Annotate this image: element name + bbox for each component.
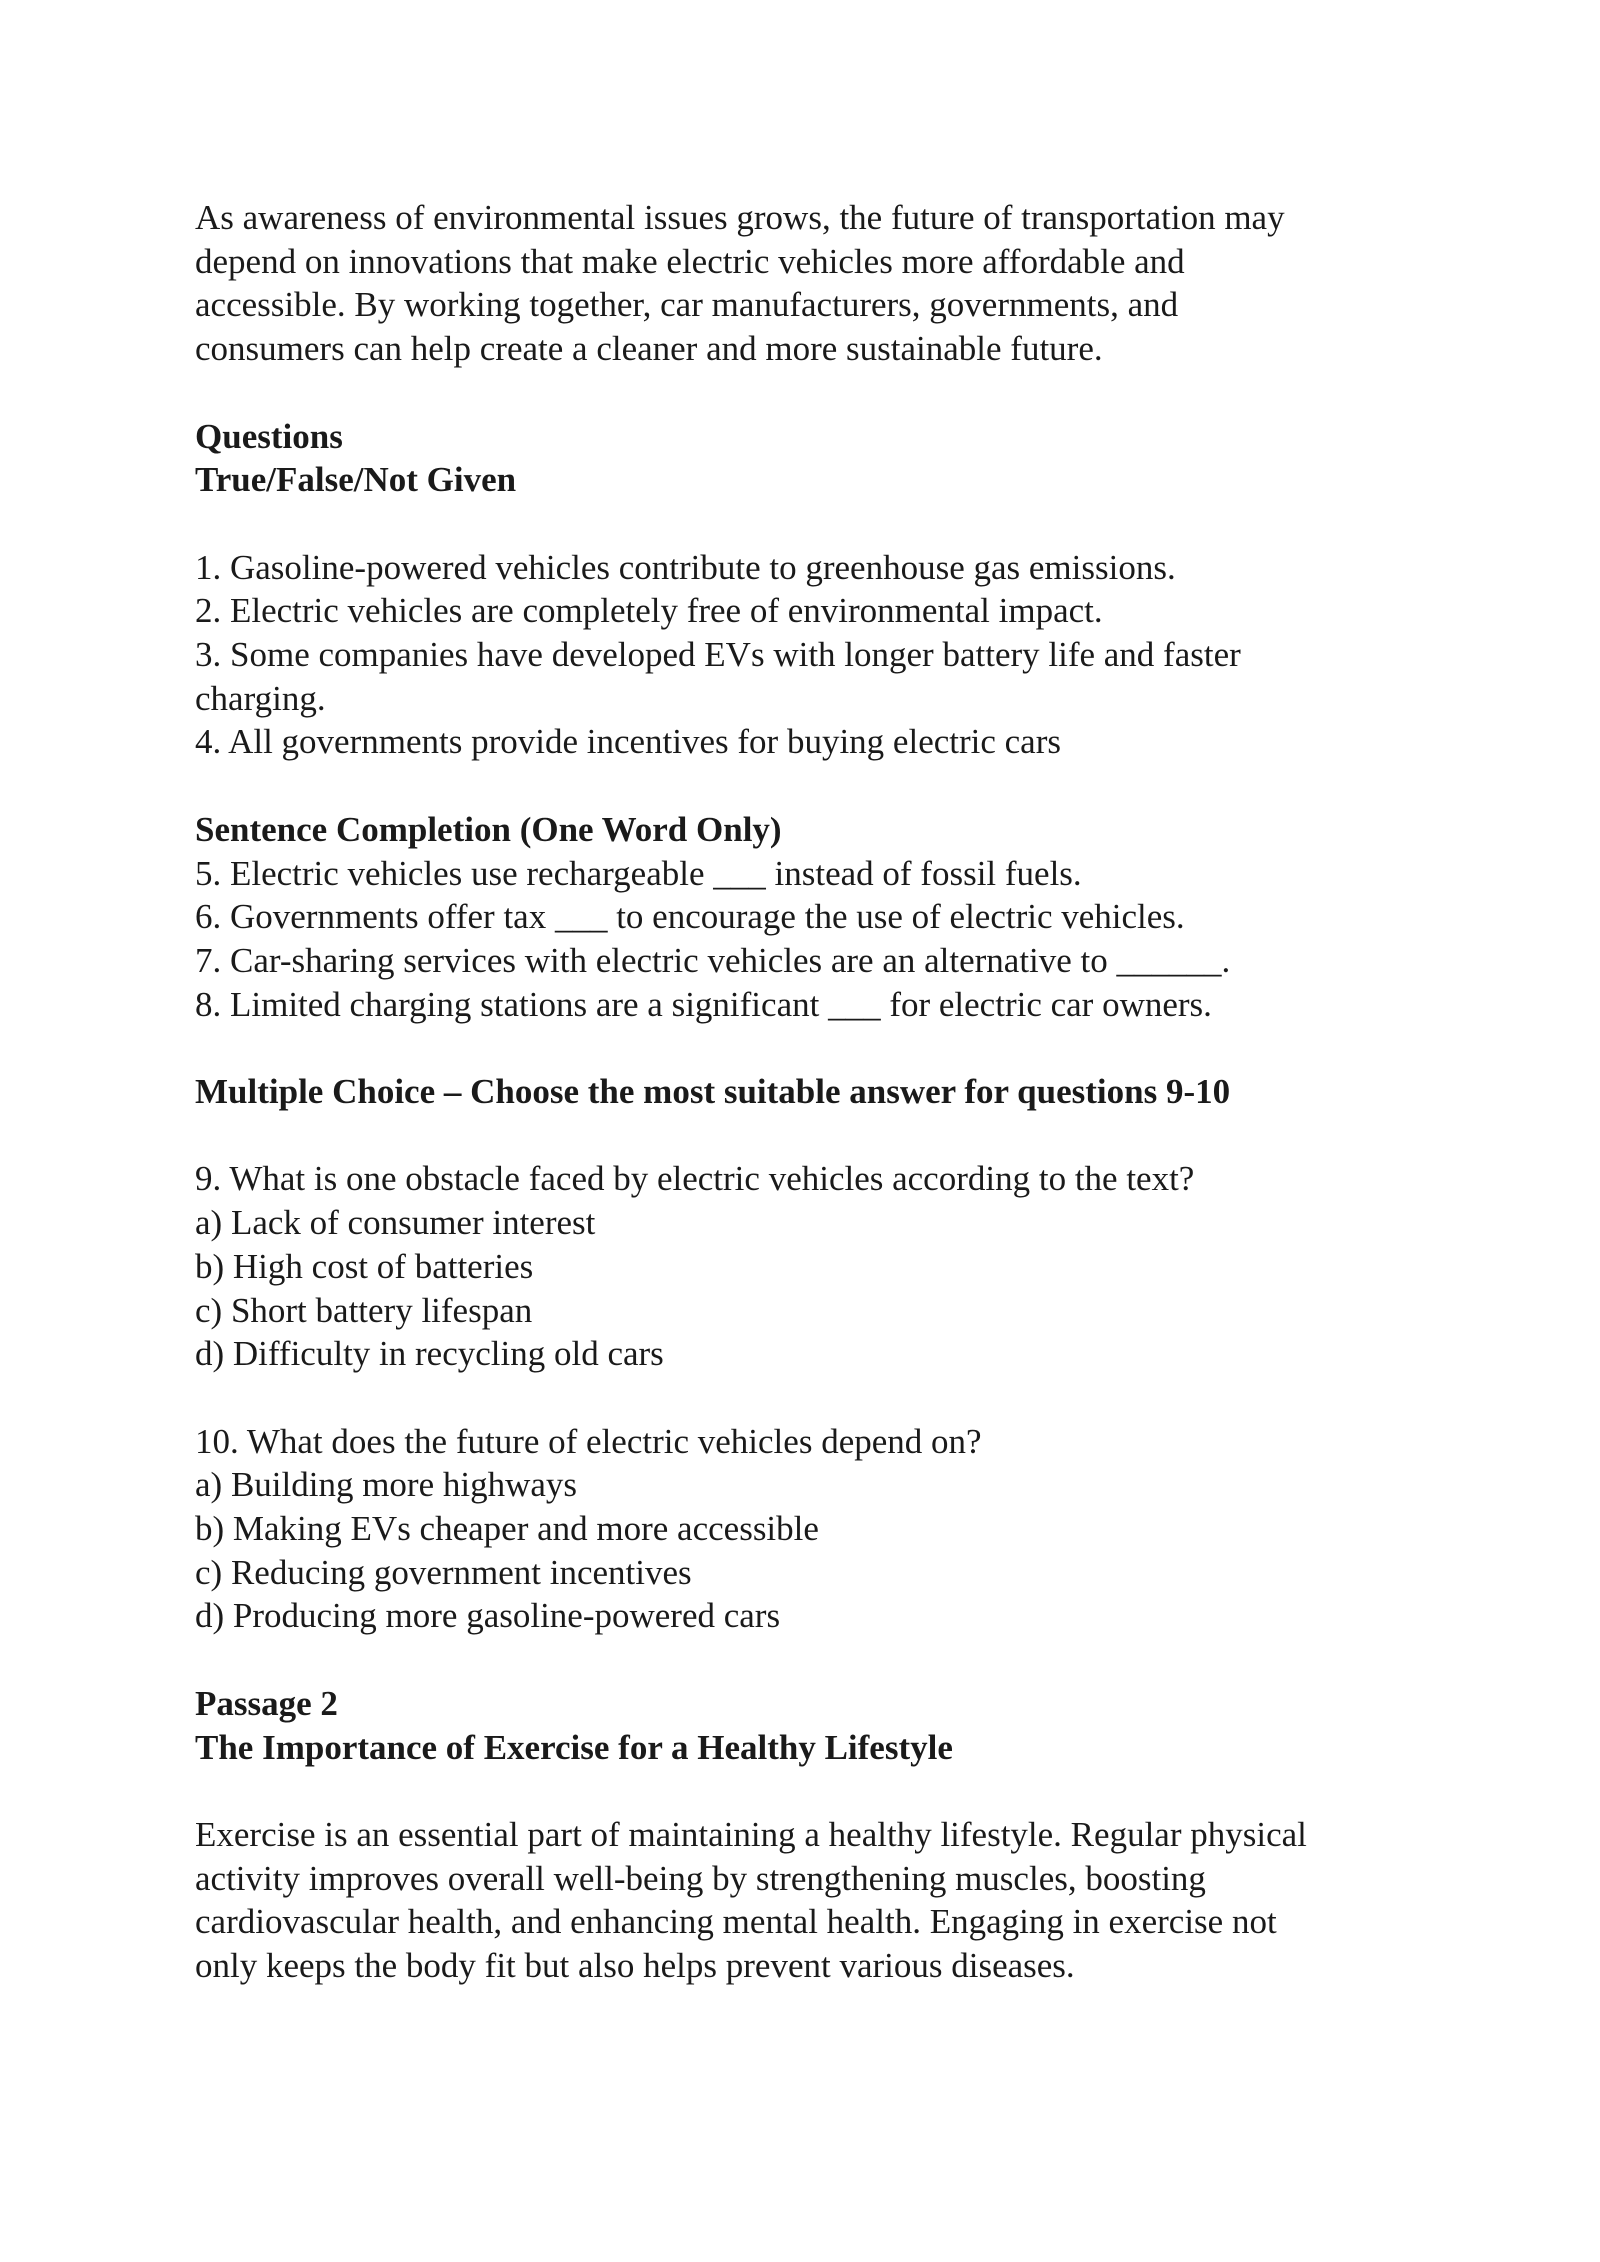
sentence-completion-heading: Sentence Completion (One Word Only) bbox=[195, 809, 782, 849]
answer-option: c) Short battery lifespan bbox=[195, 1290, 533, 1330]
paragraph-line: depend on innovations that make electric vehicles more affordable and bbox=[195, 241, 1185, 281]
spacer bbox=[195, 502, 1435, 546]
tfng-heading: True/False/Not Given bbox=[195, 460, 517, 500]
multiple-choice-heading: Multiple Choice – Choose the most suitable answer for questions 9-10 bbox=[195, 1072, 1231, 1111]
spacer bbox=[195, 371, 1435, 415]
answer-option: a) Lack of consumer interest bbox=[195, 1203, 596, 1243]
paragraph-line: only keeps the body fit but also helps prevent various diseases. bbox=[195, 1946, 1075, 1985]
question-item: 2. Electric vehicles are completely free of environmental impact. bbox=[195, 591, 1103, 631]
passage-label: Passage 2 bbox=[195, 1683, 338, 1723]
answer-option: b) Making EVs cheaper and more accessible bbox=[195, 1509, 819, 1548]
question-text: 10. What does the future of electric vehicles depend on? bbox=[195, 1421, 982, 1461]
spacer bbox=[195, 1769, 1435, 1813]
question-item: charging. bbox=[195, 678, 326, 718]
question-item: 3. Some companies have developed EVs with longer battery life and faster bbox=[195, 635, 1241, 674]
paragraph-line: consumers can help create a cleaner and more sustainable future. bbox=[195, 329, 1103, 369]
question-9 bbox=[195, 1157, 1435, 1376]
paragraph-line: activity improves overall well-being by strengthening muscles, boosting bbox=[195, 1858, 1206, 1898]
answer-option: d) Producing more gasoline-powered cars bbox=[195, 1596, 781, 1636]
answer-option: c) Reducing government incentives bbox=[195, 1552, 692, 1592]
answer-option: a) Building more highways bbox=[195, 1465, 578, 1505]
intro-paragraph bbox=[195, 196, 1435, 371]
question-item: 5. Electric vehicles use rechargeable ___ instead of fossil fuels. bbox=[195, 853, 1082, 893]
spacer bbox=[195, 764, 1435, 808]
question-item: 8. Limited charging stations are a significant ___ for electric car owners. bbox=[195, 984, 1212, 1024]
passage-paragraph bbox=[195, 1813, 1435, 1988]
question-item: 4. All governments provide incentives for buying electric cars bbox=[195, 722, 1061, 762]
paragraph-line: accessible. By working together, car manufacturers, governments, and bbox=[195, 285, 1179, 325]
questions-heading: Questions bbox=[195, 416, 343, 456]
paragraph-line: cardiovascular health, and enhancing mental health. Engaging in exercise not bbox=[195, 1902, 1277, 1942]
spacer bbox=[195, 1376, 1435, 1420]
paragraph-line: Exercise is an essential part of maintaining a healthy lifestyle. Regular physical bbox=[195, 1814, 1307, 1854]
sentence-completion-list bbox=[195, 852, 1435, 1027]
question-item: 6. Governments offer tax ___ to encourage the use of electric vehicles. bbox=[195, 897, 1185, 937]
tfng-list bbox=[195, 546, 1435, 765]
answer-option: b) High cost of batteries bbox=[195, 1246, 534, 1286]
paragraph-line: As awareness of environmental issues grows, the future of transportation may bbox=[195, 198, 1285, 237]
question-item: 1. Gasoline-powered vehicles contribute to greenhouse gas emissions. bbox=[195, 547, 1176, 587]
question-text: 9. What is one obstacle faced by electric vehicles according to the text? bbox=[195, 1159, 1195, 1199]
spacer bbox=[195, 1638, 1435, 1682]
question-10 bbox=[195, 1420, 1435, 1639]
answer-option: d) Difficulty in recycling old cars bbox=[195, 1334, 664, 1374]
document-page bbox=[195, 196, 1435, 1988]
passage-title: The Importance of Exercise for a Healthy Lifestyle bbox=[195, 1727, 953, 1767]
spacer bbox=[195, 1026, 1435, 1070]
spacer bbox=[195, 1114, 1435, 1158]
question-item: 7. Car-sharing services with electric vehicles are an alternative to ______. bbox=[195, 940, 1231, 980]
